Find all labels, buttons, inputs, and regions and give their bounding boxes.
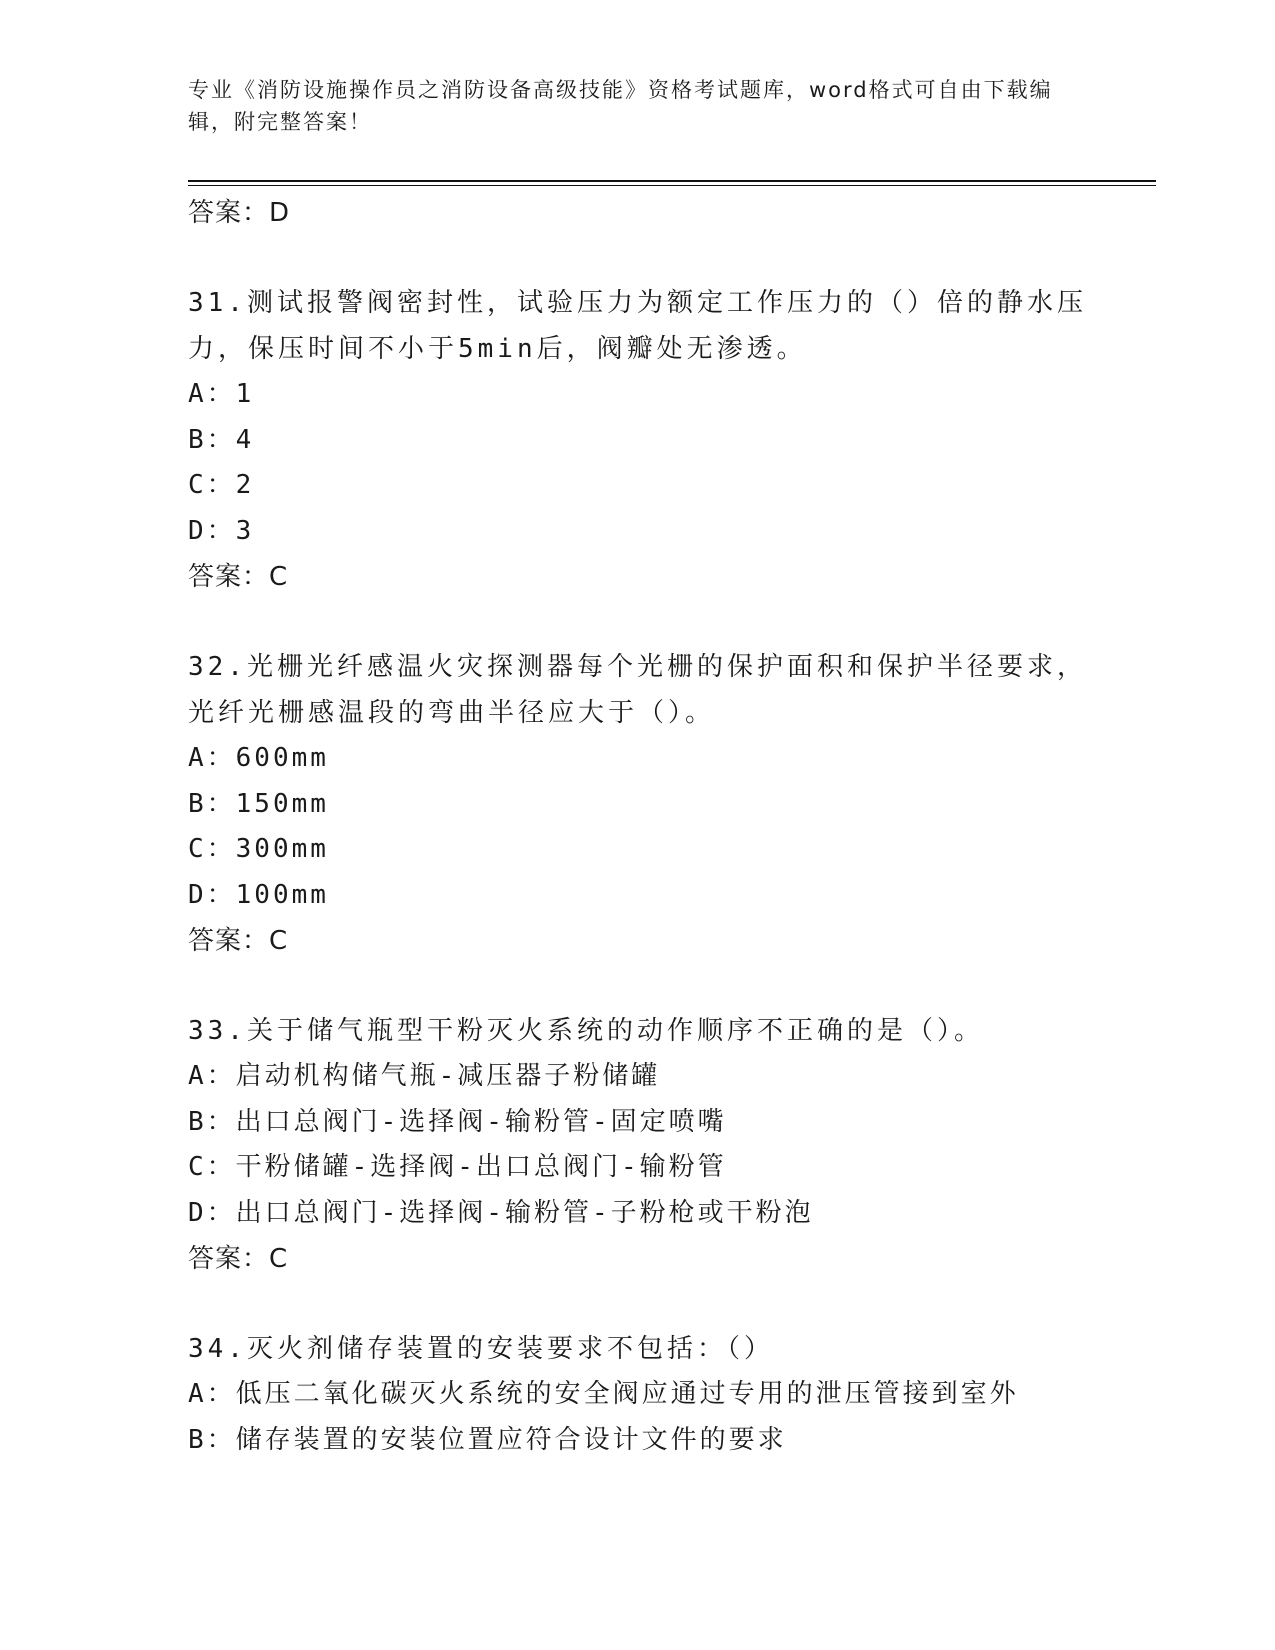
document-header: 专业《消防设施操作员之消防设备高级技能》资格考试题库，word格式可自由下载编辑，附完整答案！ <box>188 78 1053 134</box>
question-list <box>188 190 1088 1463</box>
option-a: A：600mm <box>188 743 329 773</box>
option-c: C：300mm <box>188 834 329 864</box>
option-c: C：2 <box>188 470 255 500</box>
option-b: B：4 <box>188 424 255 455</box>
answer-line: 答案：C <box>188 562 289 592</box>
option-d: D：出口总阀门-选择阀-输粉管-子粉枪或干粉泡 <box>188 1197 814 1228</box>
option-d: D：3 <box>188 515 255 546</box>
option-b: B：出口总阀门-选择阀-输粉管-固定喷嘴 <box>188 1106 727 1137</box>
option-b: B：150mm <box>188 788 329 819</box>
option-a: A：低压二氧化碳灭火系统的安全阀应通过专用的泄压管接到室外 <box>188 1379 1019 1409</box>
answer-line: 答案：D <box>188 198 291 228</box>
question-stem: 33.关于储气瓶型干粉灭火系统的动作顺序不正确的是（）。 <box>188 1016 984 1046</box>
question-33 <box>188 1008 1088 1282</box>
option-b: B：储存装置的安装位置应符合设计文件的要求 <box>188 1424 787 1455</box>
answer-line: 答案：C <box>188 926 289 956</box>
option-c: C：干粉储罐-选择阀-出口总阀门-输粉管 <box>188 1152 727 1182</box>
question-34 <box>188 1326 1088 1463</box>
question-stem: 31.测试报警阀密封性，试验压力为额定工作压力的（）倍的静水压力，保压时间不小于5min后，阀瓣处无渗透。 <box>188 288 1087 364</box>
question-stem: 34.灭火剂储存装置的安装要求不包括：（） <box>188 1334 774 1364</box>
header-rule-thick <box>188 180 1156 182</box>
answer-line: 答案：C <box>188 1244 289 1274</box>
option-d: D：100mm <box>188 879 329 910</box>
question-stem: 32.光栅光纤感温火灾探测器每个光栅的保护面积和保护半径要求，光纤光栅感温段的弯曲半径应大于（）。 <box>188 652 1087 728</box>
question-32 <box>188 644 1088 964</box>
option-a: A：1 <box>188 379 255 409</box>
option-a: A：启动机构储气瓶-减压器子粉储罐 <box>188 1061 661 1091</box>
header-rule-thin <box>188 185 1156 186</box>
question-31 <box>188 280 1088 600</box>
